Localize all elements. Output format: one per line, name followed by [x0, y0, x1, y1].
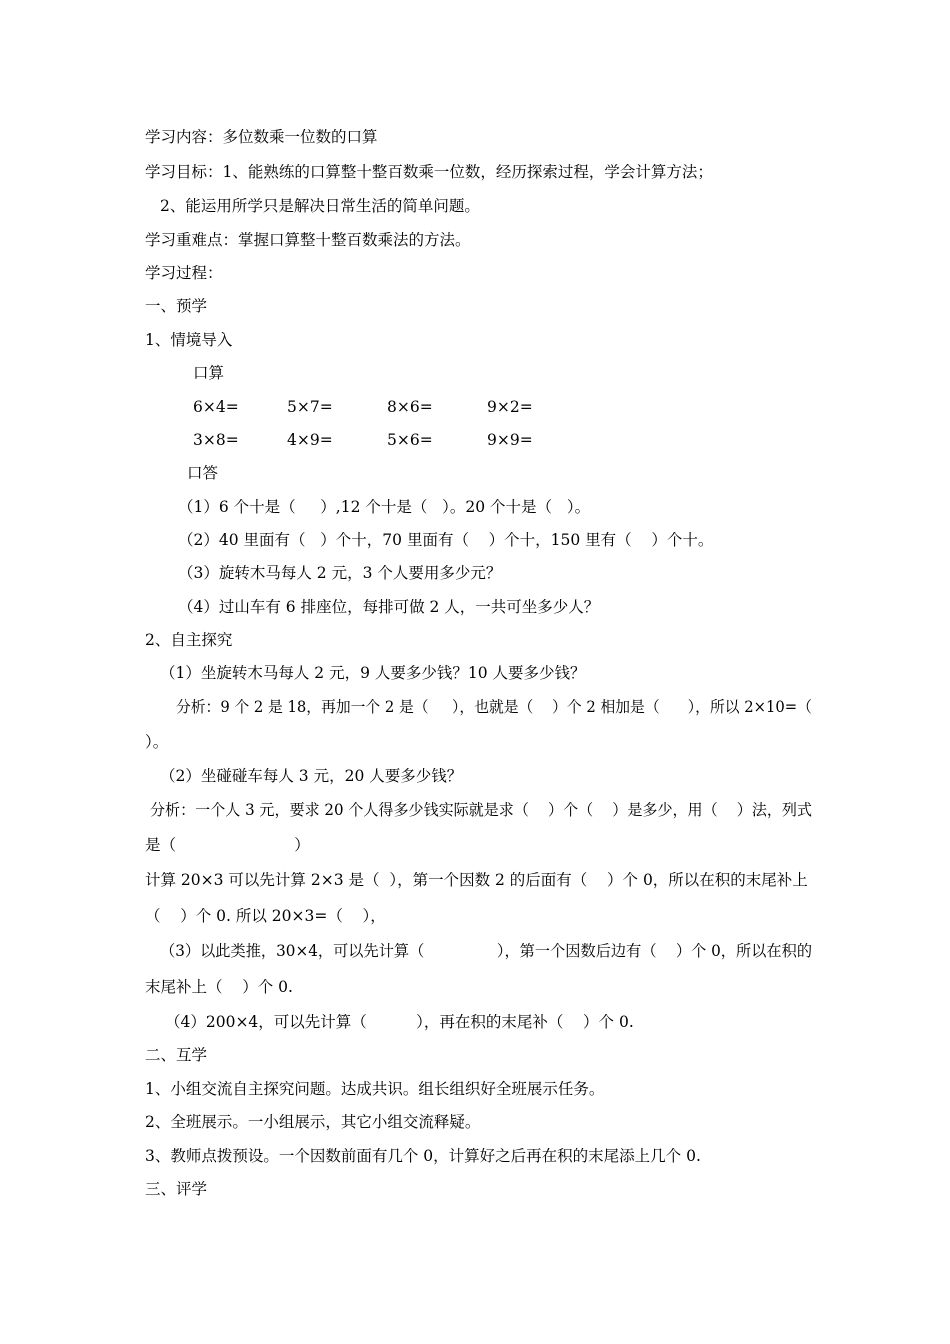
question-3: （3）旋转木马每人 2 元，3 个人要用多少元？ [178, 564, 502, 582]
learning-process-heading: 学习过程： [145, 264, 223, 282]
interact-2: 2、全班展示。一小组展示，其它小组交流释疑。 [145, 1113, 481, 1131]
oral-calc-label: 口算 [193, 364, 225, 382]
question-2: （2）40 里面有（ ）个十，70 里面有（ ）个十，150 里有（ ）个十。 [178, 531, 714, 549]
question-1: （1）6 个十是（ ）,12 个十是（ ）。20 个十是（ ）。 [178, 498, 591, 516]
calc-item: 5×6= [387, 431, 433, 449]
explore-2-calc-end: （ ）个 0. 所以 20×3=（ ）， [145, 907, 386, 925]
learning-key-points: 学习重难点：掌握口算整十整百数乘法的方法。 [145, 231, 471, 249]
learning-content: 学习内容：多位数乘一位数的口算 [145, 128, 378, 146]
learning-goal-1: 学习目标：1、能熟练的口算整十整百数乘一位数，经历探索过程，学会计算方法； [145, 163, 713, 181]
calc-item: 5×7= [287, 398, 333, 416]
explore-3-end: 末尾补上（ ）个 0. [145, 978, 293, 996]
oral-answer-label: 口答 [187, 464, 219, 482]
calc-item: 3×8= [193, 431, 239, 449]
explore-1: （1）坐旋转木马每人 2 元，9 人要多少钱？10 人要多少钱？ [160, 664, 586, 682]
section-1-sub-2: 2、自主探究 [145, 631, 233, 649]
explore-1-analysis-end: ）。 [145, 733, 169, 751]
section-1-sub-1: 1、情境导入 [145, 331, 233, 349]
section-2-title: 二、互学 [145, 1046, 208, 1064]
explore-2: （2）坐碰碰车每人 3 元，20 人要多少钱？ [160, 767, 463, 785]
explore-2-calc: 计算 20×3 可以先计算 2×3 是（ ），第一个因数 2 的后面有（ ）个 0，所以在积的末尾补上 [145, 871, 808, 889]
section-1-title: 一、预学 [145, 297, 208, 315]
explore-1-analysis: 分析：9 个 2 是 18，再加一个 2 是（ ），也就是（ ）个 2 相加是（ ），所以 2×10=（ [176, 698, 812, 716]
calc-item: 4×9= [287, 431, 333, 449]
calc-item: 6×4= [193, 398, 239, 416]
explore-2-analysis: 分析：一个人 3 元，要求 20 个人得多少钱实际就是求（ ）个（ ）是多少，用（ ）法，列式 [150, 801, 813, 819]
calc-item: 9×9= [487, 431, 533, 449]
question-4: （4）过山车有 6 排座位，每排可做 2 人，一共可坐多少人？ [178, 598, 600, 616]
calc-item: 9×2= [487, 398, 533, 416]
interact-1: 1、小组交流自主探究问题。达成共识。组长组织好全班展示任务。 [145, 1080, 605, 1098]
interact-3: 3、教师点拨预设。一个因数前面有几个 0，计算好之后再在积的末尾添上几个 0. [145, 1147, 701, 1165]
learning-goal-2: 2、能运用所学只是解决日常生活的简单问题。 [160, 197, 480, 215]
explore-4: （4）200×4，可以先计算（ ），再在积的末尾补（ ）个 0. [165, 1013, 634, 1031]
section-3-title: 三、评学 [145, 1180, 208, 1198]
calc-item: 8×6= [387, 398, 433, 416]
explore-2-analysis-end: 是（ ） [145, 836, 310, 854]
explore-3: （3）以此类推，30×4，可以先计算（ ），第一个因数后边有（ ）个 0，所以在积的 [160, 942, 813, 960]
